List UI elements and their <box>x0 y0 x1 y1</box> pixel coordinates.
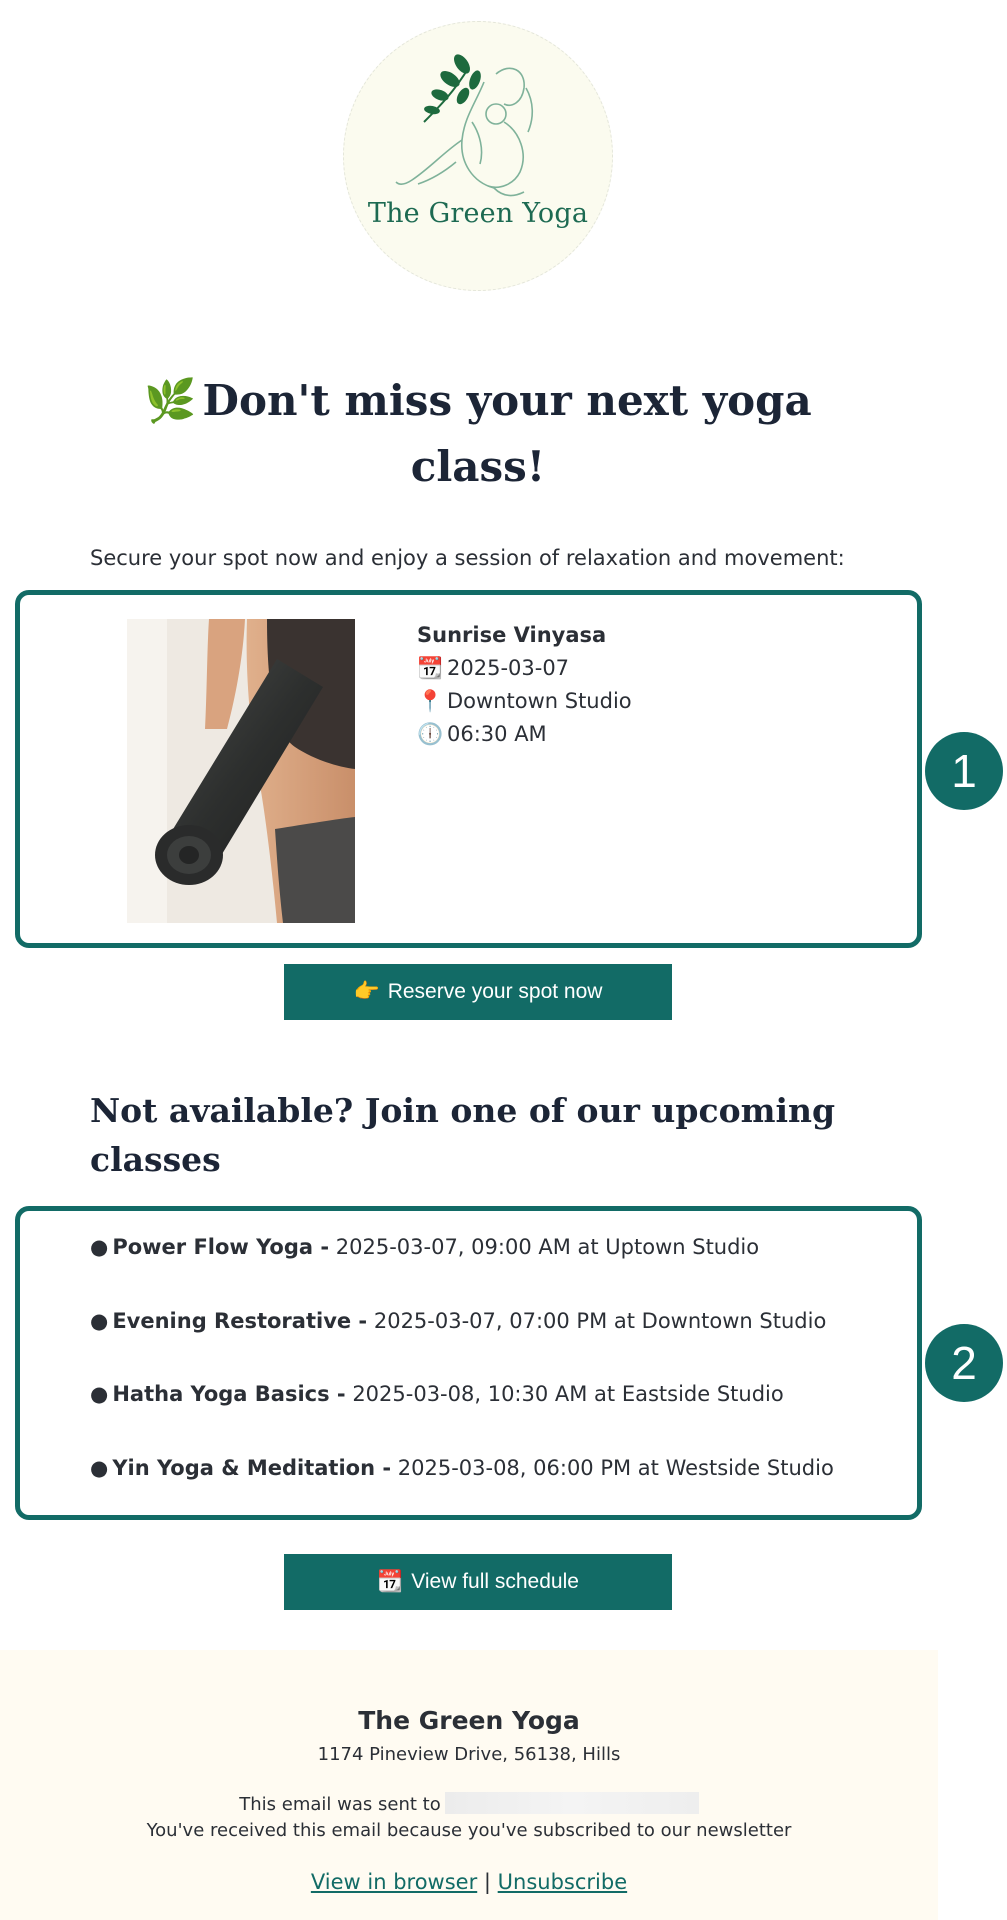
upcoming-class-name: Evening Restorative - <box>112 1308 368 1333</box>
marker-badge-2: 2 <box>925 1324 1003 1402</box>
calendar-icon: 📆 <box>417 656 444 680</box>
featured-class-details <box>417 619 632 751</box>
featured-class-time <box>417 718 632 751</box>
footer-sent-to <box>0 1792 938 1815</box>
reserve-spot-button[interactable] <box>284 964 672 1020</box>
upcoming-class-name: Hatha Yoga Basics - <box>112 1382 346 1406</box>
featured-class-location-value: Downtown Studio <box>447 689 632 713</box>
upcoming-heading: Not available? Join one of our upcoming classes <box>90 1091 836 1179</box>
logo-text: The Green Yoga <box>367 198 589 229</box>
yoga-mat-photo-icon <box>127 619 355 923</box>
list-item <box>90 1230 834 1304</box>
bullet-icon: ● <box>90 1382 109 1406</box>
upcoming-class-details: 2025-03-08, 06:00 PM at Westside Studio <box>397 1455 834 1480</box>
herb-icon: 🌿 <box>144 376 197 425</box>
calendar-icon: 📆 <box>377 1570 404 1593</box>
upcoming-class-details: 2025-03-08, 10:30 AM at Eastside Studio <box>352 1382 784 1406</box>
footer-brand: The Green Yoga <box>358 1706 580 1735</box>
upcoming-class-name: Yin Yoga & Meditation - <box>112 1455 392 1480</box>
headline-text: Don't miss your next yoga class! <box>202 376 812 491</box>
footer-sent-to-text: This email was sent to <box>239 1794 441 1815</box>
class-photo <box>127 619 355 923</box>
featured-class-time-value: 06:30 AM <box>447 722 547 746</box>
footer-address: 1174 Pineview Drive, 56138, Hills <box>317 1744 621 1765</box>
link-separator: | <box>483 1870 491 1894</box>
upcoming-class-details: 2025-03-07, 09:00 AM at Uptown Studio <box>335 1235 760 1259</box>
marker-badge-1: 1 <box>925 732 1003 810</box>
featured-class-date <box>417 652 632 685</box>
list-item <box>90 1451 834 1525</box>
featured-class-name: Sunrise Vinyasa <box>417 623 607 647</box>
view-schedule-button[interactable] <box>284 1554 672 1610</box>
view-schedule-label: View full schedule <box>411 1570 579 1593</box>
footer-links <box>0 1870 938 1894</box>
list-item <box>90 1304 834 1378</box>
intro-text: Secure your spot now and enjoy a session of relaxation and movement: <box>90 546 845 570</box>
page-title <box>120 368 836 500</box>
location-pin-icon: 📍 <box>417 689 444 713</box>
bullet-icon: ● <box>90 1308 109 1333</box>
unsubscribe-link[interactable]: Unsubscribe <box>497 1870 628 1894</box>
clock-icon: 🕕 <box>417 722 444 746</box>
footer-reason: You've received this email because you've subscribed to our newsletter <box>146 1820 792 1841</box>
yoga-logo-icon <box>344 22 614 292</box>
list-item <box>90 1377 834 1451</box>
upcoming-classes-list <box>90 1230 834 1524</box>
brand-logo <box>343 21 613 291</box>
featured-class-location <box>417 685 632 718</box>
bullet-icon: ● <box>90 1235 109 1259</box>
pointing-hand-icon: 👉 <box>353 980 380 1003</box>
redacted-email <box>445 1792 699 1814</box>
view-in-browser-link[interactable]: View in browser <box>310 1870 478 1894</box>
upcoming-class-details: 2025-03-07, 07:00 PM at Downtown Studio <box>373 1308 827 1333</box>
upcoming-class-name: Power Flow Yoga - <box>112 1235 330 1259</box>
featured-class-date-value: 2025-03-07 <box>447 656 570 680</box>
reserve-spot-label: Reserve your spot now <box>387 980 603 1003</box>
bullet-icon: ● <box>90 1455 109 1480</box>
email-footer <box>0 1650 938 1920</box>
